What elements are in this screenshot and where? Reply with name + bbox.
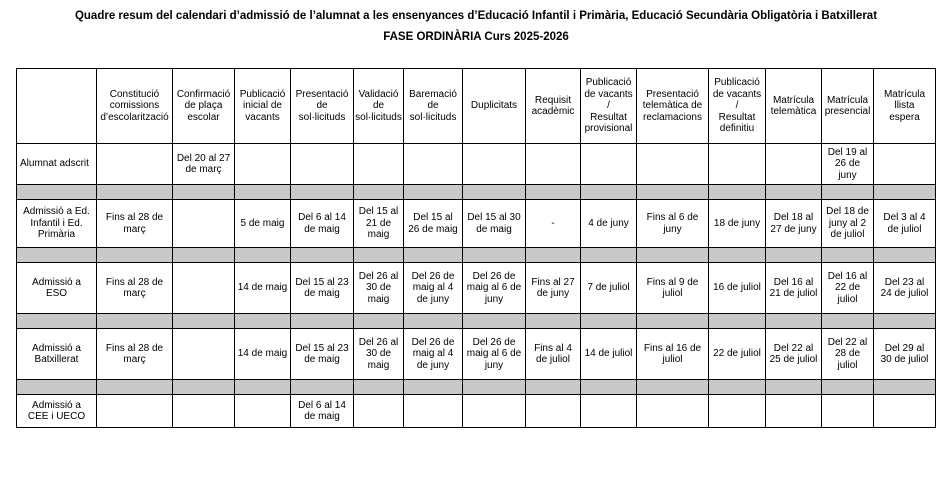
separator-cell — [291, 248, 354, 263]
column-header: Baremació de sol·licituds — [404, 69, 463, 144]
separator-cell — [354, 380, 404, 395]
column-header: Presentació telemàtica de reclamacions — [637, 69, 709, 144]
admission-calendar-table — [16, 68, 936, 428]
table-cell — [822, 395, 874, 428]
table-cell: Fins al 27 de juny — [526, 263, 581, 314]
table-cell — [463, 395, 526, 428]
table-cell — [709, 144, 766, 185]
table-cell: 5 de maig — [235, 200, 291, 248]
separator-cell — [822, 314, 874, 329]
separator-cell — [404, 248, 463, 263]
row-header-cell: Admissió a ESO — [17, 263, 97, 314]
separator-row — [17, 185, 936, 200]
separator-cell — [463, 380, 526, 395]
header-row — [17, 69, 936, 144]
column-header: Validació de sol·licituds — [354, 69, 404, 144]
separator-cell — [637, 314, 709, 329]
table-cell: Del 3 al 4 de juliol — [874, 200, 936, 248]
separator-row — [17, 380, 936, 395]
table-cell — [581, 144, 637, 185]
separator-cell — [173, 185, 235, 200]
table-cell — [709, 395, 766, 428]
separator-cell — [766, 314, 822, 329]
table-cell: Del 19 al 26 de juny — [822, 144, 874, 185]
separator-cell — [874, 314, 936, 329]
separator-cell — [235, 185, 291, 200]
separator-cell — [291, 185, 354, 200]
table-cell: Fins al 4 de juliol — [526, 329, 581, 380]
separator-cell — [874, 185, 936, 200]
table-cell — [173, 329, 235, 380]
table-cell: Fins al 9 de juliol — [637, 263, 709, 314]
separator-cell — [291, 314, 354, 329]
table-row — [17, 395, 936, 428]
separator-cell — [526, 314, 581, 329]
table-row — [17, 329, 936, 380]
row-header-cell: Admissió a Batxillerat — [17, 329, 97, 380]
table-cell: Del 15 al 23 de maig — [291, 263, 354, 314]
table-cell: Del 26 de maig al 6 de juny — [463, 329, 526, 380]
separator-row — [17, 314, 936, 329]
separator-cell — [526, 248, 581, 263]
separator-cell — [581, 185, 637, 200]
separator-cell — [463, 248, 526, 263]
row-header-cell: Admissió a CEE i UECO — [17, 395, 97, 428]
table-cell — [97, 395, 173, 428]
separator-cell — [17, 380, 97, 395]
table-cell: Del 29 al 30 de juliol — [874, 329, 936, 380]
separator-cell — [235, 380, 291, 395]
column-header: Presentació de sol·licituds — [291, 69, 354, 144]
separator-cell — [822, 380, 874, 395]
column-header: Duplicitats — [463, 69, 526, 144]
table-cell: Del 18 al 27 de juny — [766, 200, 822, 248]
table-cell: 16 de juliol — [709, 263, 766, 314]
table-cell — [354, 395, 404, 428]
separator-cell — [463, 185, 526, 200]
table-cell — [235, 144, 291, 185]
separator-cell — [463, 314, 526, 329]
separator-cell — [709, 380, 766, 395]
separator-cell — [404, 380, 463, 395]
separator-cell — [97, 314, 173, 329]
table-cell — [463, 144, 526, 185]
table-cell — [291, 144, 354, 185]
table-cell: Del 16 al 21 de juliol — [766, 263, 822, 314]
separator-cell — [637, 248, 709, 263]
table-cell: Del 26 de maig al 4 de juny — [404, 329, 463, 380]
table-row — [17, 144, 936, 185]
table-cell: Del 22 al 25 de juliol — [766, 329, 822, 380]
table-cell: 7 de juliol — [581, 263, 637, 314]
table-cell: Del 18 de juny al 2 de juliol — [822, 200, 874, 248]
separator-cell — [581, 314, 637, 329]
table-cell — [637, 144, 709, 185]
table-cell: Del 20 al 27 de març — [173, 144, 235, 185]
separator-cell — [97, 248, 173, 263]
row-header-cell: Admissió a Ed. Infantil i Ed. Primària — [17, 200, 97, 248]
separator-cell — [766, 185, 822, 200]
table-cell: Del 15 al 26 de maig — [404, 200, 463, 248]
table-cell: 22 de juliol — [709, 329, 766, 380]
separator-cell — [17, 185, 97, 200]
table-cell: 14 de maig — [235, 329, 291, 380]
separator-cell — [709, 185, 766, 200]
table-row — [17, 263, 936, 314]
separator-cell — [291, 380, 354, 395]
table-cell — [874, 144, 936, 185]
table-cell: Del 22 al 28 de juliol — [822, 329, 874, 380]
separator-cell — [354, 248, 404, 263]
separator-cell — [173, 314, 235, 329]
table-cell: Del 26 al 30 de maig — [354, 329, 404, 380]
table-cell: - — [526, 200, 581, 248]
separator-cell — [235, 314, 291, 329]
separator-cell — [235, 248, 291, 263]
separator-cell — [637, 380, 709, 395]
table-cell: Del 6 al 14 de maig — [291, 200, 354, 248]
separator-cell — [581, 380, 637, 395]
separator-cell — [354, 314, 404, 329]
table-cell: Del 26 de maig al 6 de juny — [463, 263, 526, 314]
table-cell: Fins al 16 de juliol — [637, 329, 709, 380]
column-header: Publicació inicial de vacants — [235, 69, 291, 144]
separator-cell — [97, 380, 173, 395]
separator-cell — [97, 185, 173, 200]
table-cell — [766, 395, 822, 428]
table-cell: Del 23 al 24 de juliol — [874, 263, 936, 314]
separator-row — [17, 248, 936, 263]
separator-cell — [526, 380, 581, 395]
table-cell: 14 de juliol — [581, 329, 637, 380]
table-cell: Del 26 al 30 de maig — [354, 263, 404, 314]
separator-cell — [404, 185, 463, 200]
row-header-cell: Alumnat adscrit — [17, 144, 97, 185]
table-cell — [354, 144, 404, 185]
table-cell: Del 15 al 30 de maig — [463, 200, 526, 248]
table-cell: Fins al 28 de març — [97, 329, 173, 380]
column-header: Matrícula llista espera — [874, 69, 936, 144]
column-header: Confirmació de plaça escolar — [173, 69, 235, 144]
column-header: Matrícula telemàtica — [766, 69, 822, 144]
document-subtitle: FASE ORDINÀRIA Curs 2025-2026 — [383, 31, 569, 43]
table-cell: Fins al 28 de març — [97, 263, 173, 314]
column-header: Requisit acadèmic — [526, 69, 581, 144]
separator-cell — [404, 314, 463, 329]
table-cell — [404, 395, 463, 428]
separator-cell — [709, 248, 766, 263]
table-cell — [874, 395, 936, 428]
table-cell — [766, 144, 822, 185]
table-cell — [526, 144, 581, 185]
separator-cell — [822, 248, 874, 263]
table-cell: Del 6 al 14 de maig — [291, 395, 354, 428]
column-header: Matrícula presencial — [822, 69, 874, 144]
table-cell — [637, 395, 709, 428]
separator-cell — [17, 314, 97, 329]
table-cell: Del 26 de maig al 4 de juny — [404, 263, 463, 314]
table-cell — [97, 144, 173, 185]
table-cell: Del 15 al 21 de maig — [354, 200, 404, 248]
separator-cell — [581, 248, 637, 263]
separator-cell — [173, 248, 235, 263]
column-header: Publicació de vacants / Resultat definitiu — [709, 69, 766, 144]
separator-cell — [173, 380, 235, 395]
table-cell — [173, 263, 235, 314]
table-cell — [526, 395, 581, 428]
table-cell — [404, 144, 463, 185]
table-cell: 4 de juny — [581, 200, 637, 248]
separator-cell — [766, 248, 822, 263]
table-cell — [173, 395, 235, 428]
header-corner-cell — [17, 69, 97, 144]
table-cell: Fins al 28 de març — [97, 200, 173, 248]
separator-cell — [17, 248, 97, 263]
column-header: Publicació de vacants / Resultat provisional — [581, 69, 637, 144]
table-cell — [235, 395, 291, 428]
separator-cell — [709, 314, 766, 329]
separator-cell — [822, 185, 874, 200]
separator-cell — [874, 380, 936, 395]
table-cell: 14 de maig — [235, 263, 291, 314]
table-cell: Del 16 al 22 de juliol — [822, 263, 874, 314]
column-header: Constitució comissions d’escolarització — [97, 69, 173, 144]
table-cell: 18 de juny — [709, 200, 766, 248]
table-cell — [173, 200, 235, 248]
separator-cell — [354, 185, 404, 200]
separator-cell — [874, 248, 936, 263]
separator-cell — [526, 185, 581, 200]
separator-cell — [766, 380, 822, 395]
table-cell: Fins al 6 de juny — [637, 200, 709, 248]
table-row — [17, 200, 936, 248]
table-cell — [581, 395, 637, 428]
table-cell: Del 15 al 23 de maig — [291, 329, 354, 380]
separator-cell — [637, 185, 709, 200]
document-title: Quadre resum del calendari d’admissió de l’alumnat a les ensenyances d’Educació Infantil i Primària, Educació Secundària Obligatòria i Batxillerat — [74, 10, 878, 22]
